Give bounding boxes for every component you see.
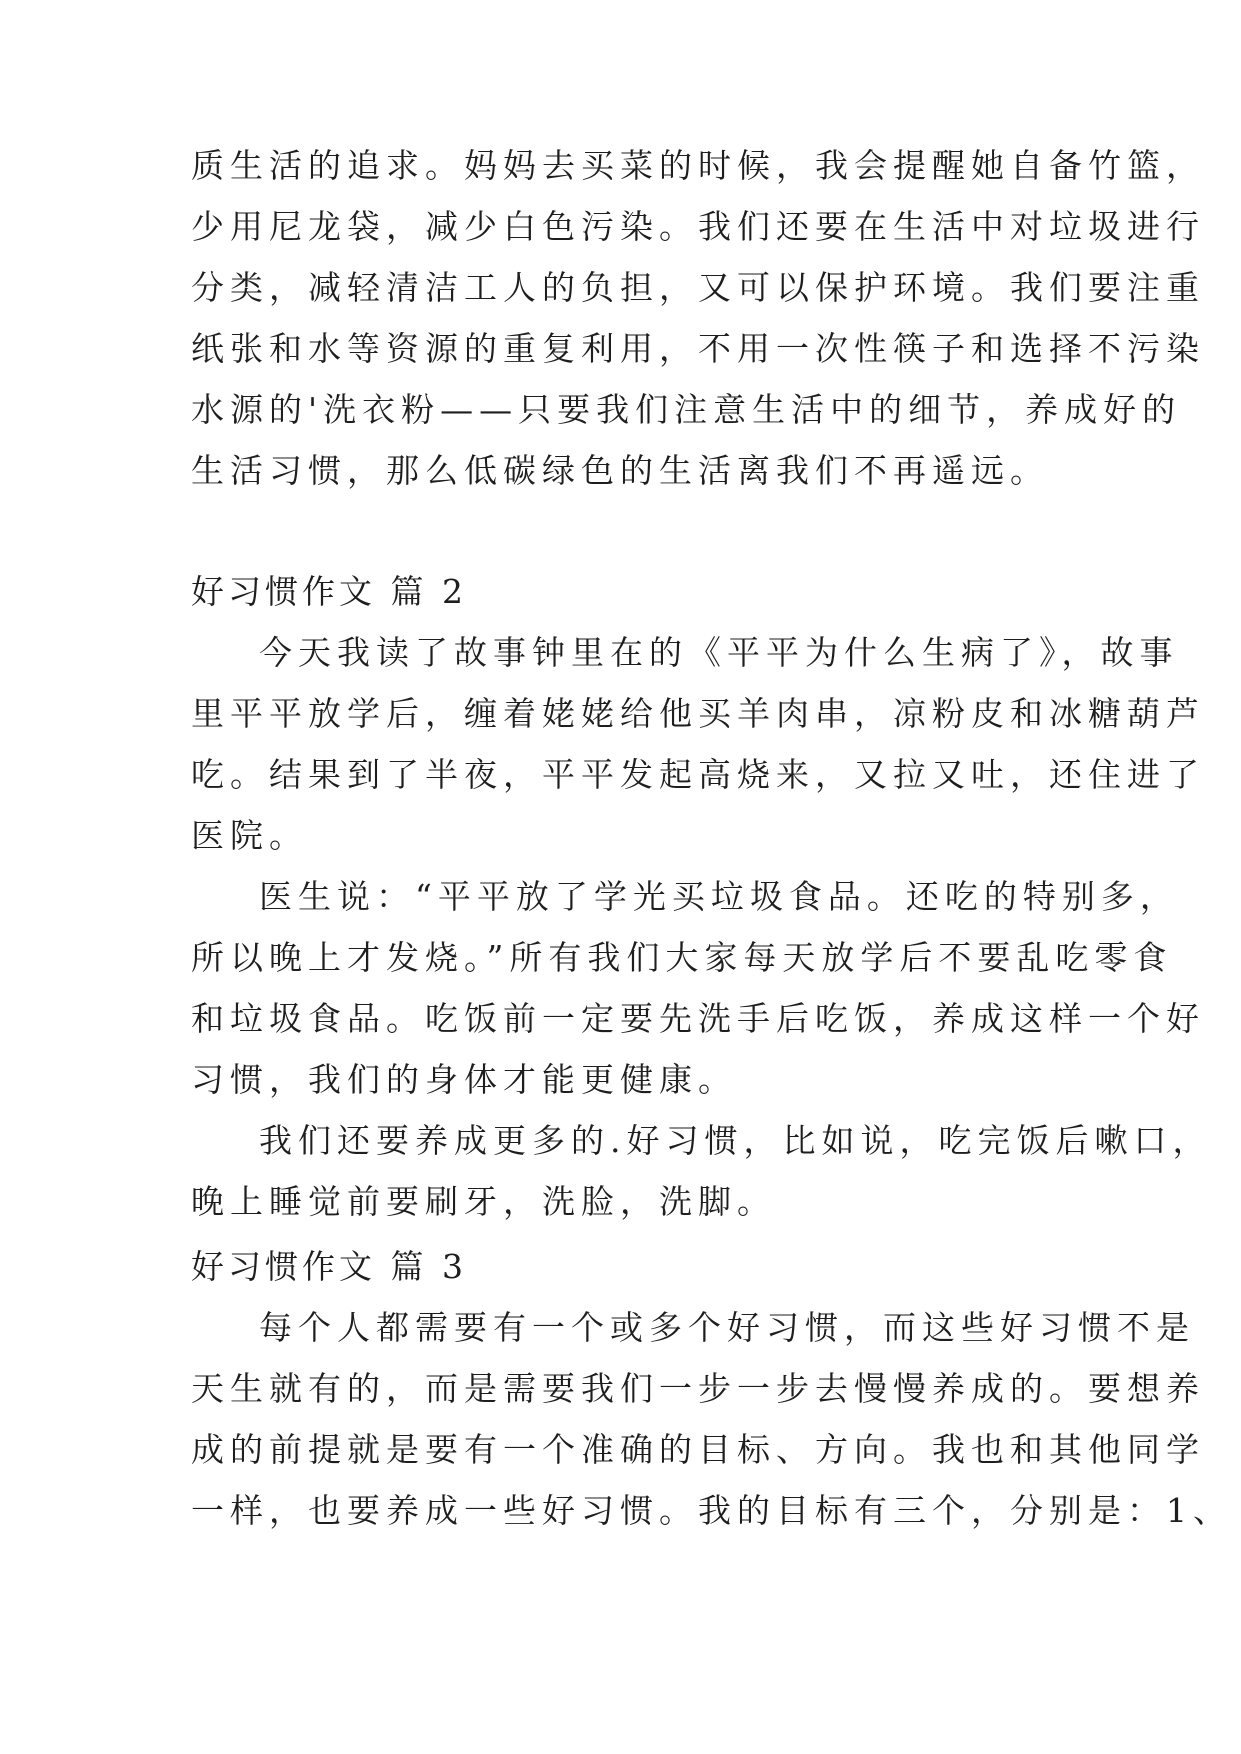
text-line: 我们还要养成更多的.好习惯，比如说，吃完饭后嗽口， [259, 1121, 1212, 1160]
text-line: 分类，减轻清洁工人的负担，又可以保护环境。我们要注重 [191, 268, 1205, 307]
text-line: 习惯，我们的身体才能更健康。 [191, 1060, 737, 1099]
text-line: 所以晚上才发烧。”所有我们大家每天放学后不要乱吃零食 [191, 938, 1173, 977]
text-line: 生活习惯，那么低碳绿色的生活离我们不再遥远。 [191, 451, 1049, 490]
text-line: 晚上睡觉前要刷牙，洗脸，洗脚。 [191, 1182, 776, 1221]
text-line: 质生活的追求。妈妈去买菜的时候，我会提醒她自备竹篮， [191, 146, 1205, 185]
text-line: 里平平放学后，缠着姥姥给他买羊肉串，凉粉皮和冰糖葫芦 [191, 694, 1205, 733]
text-line: 少用尼龙袋，减少白色污染。我们还要在生活中对垃圾进行 [191, 207, 1205, 246]
text-line: 和垃圾食品。吃饭前一定要先洗手后吃饭，养成这样一个好 [191, 999, 1205, 1038]
text-line: 今天我读了故事钟里在的《平平为什么生病了》，故事 [259, 633, 1179, 672]
text-line: 吃。结果到了半夜，平平发起高烧来，又拉又吐，还住进了 [191, 755, 1205, 794]
essay-3-paragraph-1 [191, 1297, 1232, 1541]
text-line: 成的前提就是要有一个准确的目标、方向。我也和其他同学 [191, 1430, 1205, 1469]
essay-heading: 好习惯作文 篇 2 [191, 572, 467, 611]
text-line: 医院。 [191, 816, 308, 855]
text-line: 纸张和水等资源的重复利用，不用一次性筷子和选择不污染 [191, 329, 1205, 368]
essay-heading: 好习惯作文 篇 3 [191, 1247, 467, 1286]
text-line: 水源的'洗衣粉——只要我们注意生活中的细节，养成好的 [191, 390, 1182, 429]
text-line: 一样，也要养成一些好习惯。我的目标有三个，分别是：1、 [191, 1491, 1232, 1530]
essay-2 [191, 561, 1212, 1232]
essay-2-paragraph-3 [191, 1110, 1212, 1232]
essay-1-paragraph [191, 135, 1205, 501]
essay-2-paragraph-2 [191, 866, 1205, 1110]
text-line: 天生就有的，而是需要我们一步一步去慢慢养成的。要想养 [191, 1369, 1205, 1408]
text-line: 医生说：“平平放了学光买垃圾食品。还吃的特别多， [259, 877, 1179, 916]
essay-2-paragraph-1 [191, 622, 1205, 866]
essay-3 [191, 1236, 1232, 1541]
text-line: 每个人都需要有一个或多个好习惯，而这些好习惯不是 [259, 1308, 1195, 1347]
